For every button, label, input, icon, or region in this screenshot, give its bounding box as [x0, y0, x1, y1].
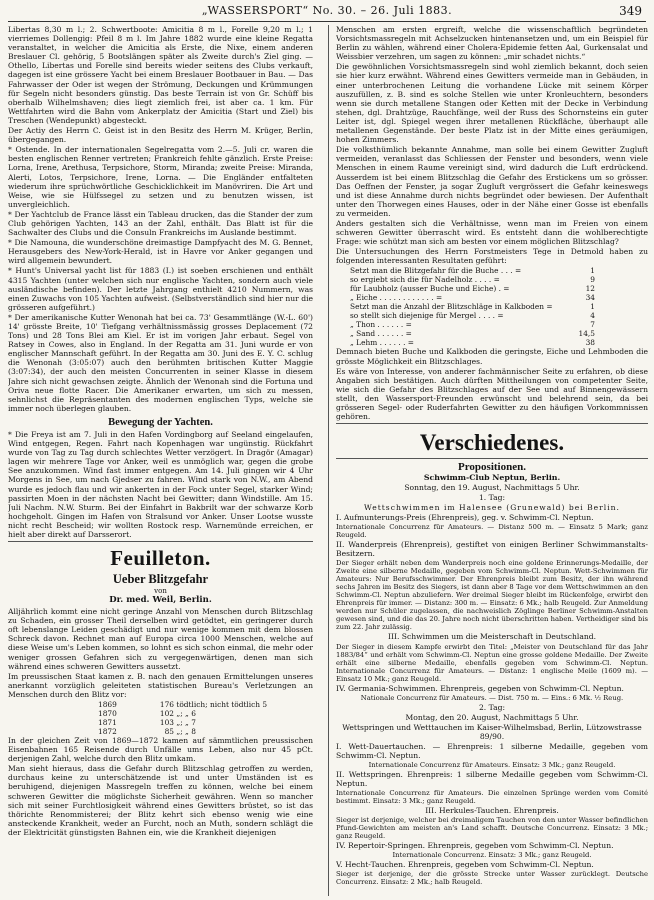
feuilleton-heading: Feuilleton. [110, 546, 211, 571]
event-day: 1. Tag: [478, 493, 506, 503]
event-title: IV. Germania-Schwimmen. Ehrenpreis, gegeben von Schwimm-Cl. Neptun. [336, 683, 624, 693]
article-paragraph: Es wäre von Interesse, von anderer fachmännischer Seite zu erfahren, ob diese Angaben sich bestätigen. Auch dürften Mittheilungen von competenter Seite, wie sich die Gefahr des Blitzschlages auf der See und auf Binnengewässern stellt, den Wassersport-Freunden erwünscht und belehrend sein, da bei grösseren Segel- oder Ruderfahrten Gewitter zu den häufigen Vorkommnissen gehören. [336, 366, 648, 422]
event-date: Sonntag, den 19. August, Nachmittags 5 Uhr. [404, 483, 580, 493]
stats-table-soil [336, 302, 648, 347]
event-detail: Der Sieger erhält neben dem Wanderpreis noch eine goldene Erinnerungs-Medaille, der Zweite eine silberne Medaille, gegeben vom Schwimm-Cl. Neptun. Wett-Schwimmen für Amateurs: Nur Berufsschwimmer. Der Ehrenpreis bleibt zum Besitz, der ihn während sechs Jahren im Besitz des Siegers, ist dann aber 8 Tage vor dem Wettschwimmen an den Schwimm-Cl. Neptun abzuliefern. Wer dreimal Sieger bleibt im Rückenfolge, erwirbt den Ehrenpreis für immer. — Distanz: 300 m. — Einsatz: 6 Mk.; halb Reugeld. Zur Anmeldung werden nur Schüler zugelassen, die nachweislich Zöglinge Berliner Schwimm-Anstalten gewesen sind, und die das 20. Jahre noch nicht überschritten haben. Vertheidiger sind bis zum 22. Jahr zulässig. [336, 559, 648, 632]
stat-row: „ Eiche . . . . . . . . . . . . = 34 [350, 293, 595, 303]
club-name: Schwimm-Club Neptun, Berlin. [423, 473, 561, 483]
column-divider [328, 25, 329, 896]
stat-row: „ Thon . . . . . . = 7 [350, 320, 595, 330]
section-divider [8, 541, 313, 542]
news-item: * Ostende. In der internationalen Segelregatta vom 2.—5. Juli cr. waren die besten englischen Renner vertreten; Frankreich fehlte gänzlich. Erste Preise: Lorna, Irene, Arethusa, Terpsichore, Storm, Miranda; zweite Preise: Miranda, Alerti, Lotos, Terpsichore, Irene, Lorna. — Die Engländer entfalteten wiederum ihre sprüchwörtliche Geschicklichkeit im Manövriren. Die Art und Weise, wie sie Hülfssegel zu setzen und zu benutzen wissen, ist unvergleichlich. [8, 145, 313, 209]
event-title: III. Schwimmen um die Meisterschaft in Deutschland. [387, 632, 597, 642]
section-heading-bewegung: Bewegung der Yachten. [108, 416, 213, 428]
article-paragraph: Die volksthümlich bekannte Annahme, man solle bei einem Gewitter Zugluft vermeiden, veranlasst das Schliessen der Fenster und besonders, wenn viele Menschen in einem Raume vereinigt sind, wird dadurch die Luft erdrückend. Ausserdem ist bei einem Blitzschlag die Gefahr des Erstickens um so grösser. Das Oeffnen der Fenster, ja sogar Zugluft vergrössert die Gefahr keineswegs und ist diese Annahme durch nichts begründet oder bewiesen. Der Aufenthalt unter den Thorwegen eines Hauses, oder in der Nähe einer Gosse ist ebenfalls zu vermeiden. [336, 145, 648, 218]
article-paragraph: Im preussischen Staat kamen z. B. nach den genauen Ermittelungen unseres anerkannt vorzüglich geleiteten statistischen Bureau's Verletzungen an Menschen durch den Blitz vor: [8, 671, 313, 699]
article-author: Dr. med. Weil, Berlin. [109, 595, 212, 606]
header-rule [8, 21, 646, 22]
news-item: * Hunt's Universal yacht list für 1883 (I.) ist soeben erschienen und enthält 4315 Yachten (unter welchen sich nur englische Yachten, sondern auch viele ausländische befinden). Der letzte Jahrgang enthielt 4210 Nummern, was einen Zuwachs von 105 Yachten aufweist. (Selbstverständlich sind hier nur die grösseren aufgeführt.) [8, 266, 313, 312]
event-detail: Internationale Concurrenz für Amateurs. — Distanz 500 m. — Einsatz 5 Mark; ganz Reugeld. [336, 523, 648, 540]
intro-paragraph: Der Actiy des Herrn C. Geist ist in den Besitz des Herrn M. Krüger, Berlin, übergegangen. [8, 126, 313, 145]
event-place: Wettspringen und Wetttauchen im Kaiser-Wilhelmsbad, Berlin, Lützowstrasse 89/90. [342, 722, 642, 741]
bewegung-text: * Die Freya ist am 7. Juli in den Hafen Vordingborg auf Seeland eingelaufen, Wind entgegen, Regen. Fahrt nach Kopenhagen war ungünstig. Rückfahrt wurde von Tag zu Tag durch schlechtes Wetter verzögert. In Dragör (Amagar) lagen wir mehrere Tage vor Anker, weil es unmöglich war, gegen die grobe See anzukommen. Wind fast immer entgegen. Am 14. Juli gingen wir 4 Uhr Morgens in See, um nach Gjedser zu fahren. Wind stark von N.W., am Abend wurde es jedoch flau und wir ankerten in der Fock unter Segel, starker Wind; passirten Moen in der nächsten Nacht bei Gewitter; dann Windstille. Am 15. Juli Nachm. N.W. Sturm. Bei der Einfahrt in Bakbrilt war der schwarze Korb hochgeholt. Gingen im Hafen von Stralsund vor Anker. Unser Lootse wusste nicht recht Bescheid; wir wollten Rostock resp. Warnemünde erreichen, er hielt aber direkt auf Darsserort. [8, 429, 313, 539]
verschiedenes-heading: Verschiedenes. [419, 430, 565, 456]
stat-row: „ Lehm . . . . . . = 38 [350, 338, 595, 348]
event-title: III. Herkules-Tauchen. Ehrenpreis. [425, 806, 559, 816]
stat-row: Setzt man die Blitzgefahr für die Buche . . . = 1 [350, 266, 595, 276]
article-paragraph: Die Untersuchungen des Herrn Forstmeisters Tege in Detmold haben zu folgenden interessanten Resultaten geführt: [336, 247, 648, 266]
event-detail: Internationale Concurrenz für Amateurs. Einsatz: 3 Mk.; ganz Reugeld. [368, 760, 616, 769]
event-title: I. Wett-Dauertauchen. — Ehrenpreis: 1 silberne Medaille, gegeben vom Schwimm-Cl. Neptun. [336, 741, 648, 760]
article-paragraph: Alljährlich kommt eine nicht geringe Anzahl von Menschen durch Blitzschlag zu Schaden, ein grosser Theil derselben wird getödtet, ein geringerer durch oft lebenslange Leiden geschädigt und nur wenige kommen mit dem blossen Schreck davon. Rechnet man auf Europa circa 1000 Menschen, welche auf diese Weise um's Leben kommen, so lohnt es sich schon einmal, die mehr oder weniger grossen Gefahren sich zu vergegenwärtigen, denen man sich während eines schweren Gewitters aussetzt. [8, 607, 313, 671]
event-title: II. Wettspringen. Ehrenpreis: 1 silberne Medaille gegeben vom Schwimm-Cl. Neptun. [336, 769, 648, 788]
article-paragraph: In der gleichen Zeit von 1869—1872 kamen auf sämmtlichen preussischen Eisenbahnen 165 Reisende durch Unfälle ums Leben, also nur 45 pCt. derjenigen Zahl, welche durch den Blitz umkam. [8, 736, 313, 764]
article-paragraph: Man sieht hieraus, dass die Gefahr durch Blitzschlag getroffen zu werden, durchaus keine zu unterschätzende ist und unter Umständen ist es beruhigend, diejenigen Massregeln treffen zu können, welche bei einem schweren Gewitter die möglichste Sicherheit gewähren. Wenn so mancher sich mit seiner Furchtlosigkeit während eines Gewitters brüstet, so ist das thörichte Renommisterei; der Blitz kehrt sich ebenso wenig wie eine ansteckende Krankheit, weder an Furcht, noch an Muth, sondern schlägt die der Elektricität günstigsten Bahnen ein, wie die Krankheit diejenigen [8, 764, 313, 837]
year-row: 1870 102 „; „ 6 [98, 709, 196, 718]
event-day: 2. Tag: [478, 702, 506, 712]
intro-paragraph: Libertas 8,30 m l.; 2. Schwertboote: Amicitia 8 m l., Forelle 9,20 m l.; 1 vierriemes Dollengig: Pfeil 8 m l. Im Jahre 1882 wurde eine kleine Regatta veranstaltet, in welcher die Amicitia als Erste, die Nixe, einem anderen Breslauer Cl. gehörig, 5 Bootslängen später als Zweite durch's Ziel ging. — Othello, Libertas und Forelle sind bereits wieder seitens des Clubs verkauft, dagegen ist eine grössere Yacht bei einem Breslauer Bootbauer in Bau. — Das Fahrwasser der Oder ist wegen der Strömung, Deckungen und Krümmungen für Segeln nicht besonders günstig. Das beste Terrain ist von Gr. Schüff bis oberhalb Wilhelmshaven; dies liegt ziemlich frei, ist aber ca. 1 km. Für Wettfahrten wird die Bahn vom Ankerplatz der Amicitia (Start und Ziel) bis Treschen (Wendepunkt) abgesteckt. [8, 25, 313, 125]
event-detail: Sieger ist derjenige, welcher bei dreimaligem Tauchen von den unter Wasser befindlichen Pfund-Gewichten am meisten an's Land schafft. Deutsche Concurrenz. Einsatz: 3 Mk.; ganz Reugeld. [336, 816, 648, 841]
event-title: V. Hecht-Tauchen. Ehrenpreis, gegeben vom Schwimm-Cl. Neptun. [336, 860, 594, 870]
article-paragraph: Demnach bieten Buche und Kalkboden die geringste, Eiche und Lehmboden die grösste Möglichkeit ein Blitzschlages. [336, 347, 648, 366]
stat-row: „ Sand . . . . . . = 14,5 [350, 329, 595, 339]
event-date: Montag, den 20. August, Nachmittags 5 Uhr. [405, 712, 579, 722]
year-table [8, 700, 313, 736]
news-item: * Die Namouna, die wunderschöne dreimastige Dampfyacht des M. G. Bennet, Herausgebers des New-York-Herald, ist in Havre vor Anker gegangen und wird allgemein bewundert. [8, 238, 313, 266]
article-title: Ueber Blitzgefahr [112, 572, 209, 587]
article-paragraph: Anders gestalten sich die Verhältnisse, wenn man im Freien von einem schweren Gewitter überrascht wird. Es entsteht dann die wohlberechtigte Frage: wie schützt man sich am besten vor einem möglichen Blitzschlag? [336, 218, 648, 247]
event-detail: Internationale Concurrenz. Einsatz: 3 Mk.; ganz Reugeld. [392, 851, 592, 860]
event-place: Wettschwimmen im Halensee (Grunewald) bei Berlin. [364, 503, 620, 513]
article-paragraph: Die gewöhnlichen Vorsichtsmassregeln sind wohl ziemlich bekannt, doch seien sie hier kurz erwähnt. Während eines Gewitters vermeide man in Gebäuden, in einer unterbrochenen Leitung die vorhandene Lücke mit seinem Körper auszufüllen, z. B. sind es solche Stellen wie unter Kronleuchtern, besonders wenn sie durch metallene Stangen oder Ketten mit der Decke in Verbindung stehen, dgl. Drahtzüge, Rauchfänge, weil der Russ des Schornsteins ein guter Leiter ist, dgl. Spiegel wegen ihrer metallenen Rückfläche, überhaupt alle metallenen Gegenstände. Der beste Platz ist in der Mitte eines geräumigen, hohen Zimmers. [336, 62, 648, 145]
year-row: 1869 176 tödtlich; nicht tödtlich 5 [98, 700, 268, 709]
event-detail: Der Sieger in diesem Kampfe erwirbt den Titel: „Meister von Deutschland für das Jahr 1883/84“ und erhält vom Schwimm-Cl. Neptun eine grosse goldene Medaille. Der Zweite erhält eine silberne Medaille, ebenfalls gegeben vom Schwimm-Cl. Neptun. Internationale Concurrenz für Amateurs. — Distanz: 1 englische Meile (1609 m). — Einsatz 10 Mk.; ganz Reugeld. [336, 642, 648, 683]
section-divider [336, 423, 648, 424]
news-item: * Der amerikanische Kutter Wenonah hat bei ca. 73' Gesammtlänge (W.-L. 60') 14' grösste Breite, 10' Tiefgang verhältnissmässig grosses Deplacement (72 Tons) und 28 Tons Blei am Kiel. Er ist im vorigen Jahr erbaut. Segel von Ratsey in Cowes, also in England. In der Regatta am 31. Juni wurde er von englischer Mannschaft geführt. In der Regatta am 30. Juni des E. Y. C. schlug die Wenonah (3:05:07) auch den berühmten britischen Kutter Maggie (3:07:34), der auch den meisten Concurrenten in seiner Klasse in diesem Jahre sich nicht gewachsen zeigte. Ähnlich der Wenonah sind die Fortuna und Oriva neue flotte Racer. Die Amerikaner erwarten, um sich zu messen, sehnlichst die Repräsentanten des modernen englischen Typs, welche sie immer noch überlegen glauben. [8, 312, 313, 413]
section-divider [336, 458, 648, 459]
event-detail: Sieger ist derjenige, der die grösste Strecke unter Wasser zurücklegt. Deutsche Concurrenz. Einsatz: 2 Mk.; halb Reugeld. [336, 870, 648, 887]
year-row: 1872 85 „; „ 8 [98, 727, 196, 736]
event-title: I. Aufmunterungs-Preis (Ehrenpreis), geg. v. Schwimm-Cl. Neptun. [336, 513, 594, 523]
article-byline-von: von [154, 587, 167, 596]
stats-table-trees [336, 266, 648, 302]
right-column [336, 25, 648, 898]
stat-row: Setzt man die Anzahl der Blitzschläge in Kalkboden = 1 [350, 302, 595, 312]
event-detail: Internationale Concurrenz für Amateurs. Die einzelnen Sprünge werden vom Comité bestimmt. Einsatz: 3 Mk.; ganz Reugeld. [336, 789, 648, 806]
event-detail: Nationale Concurrenz für Amateurs. — Dist. 750 m. — Eins.: 6 Mk. ½ Reug. [360, 693, 624, 702]
news-item: * Der Yachtclub de France lässt ein Tableau drucken, das die Stander der zum Club gehörigen Yachten, 143 an der Zahl, enthält. Das Blatt ist für die Sachwalter des Clubs und die Consuln Frankreichs im Auslande bestimmt. [8, 209, 313, 238]
page-number: 349 [619, 4, 642, 18]
event-title: II. Wanderpreis (Ehrenpreis), gestiftet von einigen Berliner Schwimmanstalts-Besitzern. [336, 540, 648, 559]
propositionen-heading: Propositionen. [458, 461, 526, 474]
stat-row: so stellt sich diejenige für Mergel . . . . = 4 [350, 311, 595, 321]
left-column [8, 25, 313, 898]
event-title: IV. Repertoir-Springen. Ehrenpreis, gegeben vom Schwimm-Cl. Neptun. [336, 841, 614, 851]
stat-row: so ergiebt sich die für Nadelholz . . . . = 9 [350, 275, 595, 285]
page-header [10, 4, 644, 20]
stat-row: für Laubholz (ausser Buche und Eiche) . = 12 [350, 284, 595, 294]
header-title: „WASSERSPORT“ No. 30. – 26. Juli 1883. [201, 4, 453, 17]
year-row: 1871 103 „; „ 7 [98, 718, 196, 727]
article-paragraph: Menschen am ersten ergreift, welche die wissenschaftlich begründeten Vorsichtsmassregeln mit Achselzucken hintenansetzen und, um ein Beispiel für Berlin zu wählen, während einer Cholera-Epidemie fetten Aal, Gurkensalat und Weissbier verzehren, um sagen zu können: „mir schadet nichts.“ [336, 25, 648, 62]
